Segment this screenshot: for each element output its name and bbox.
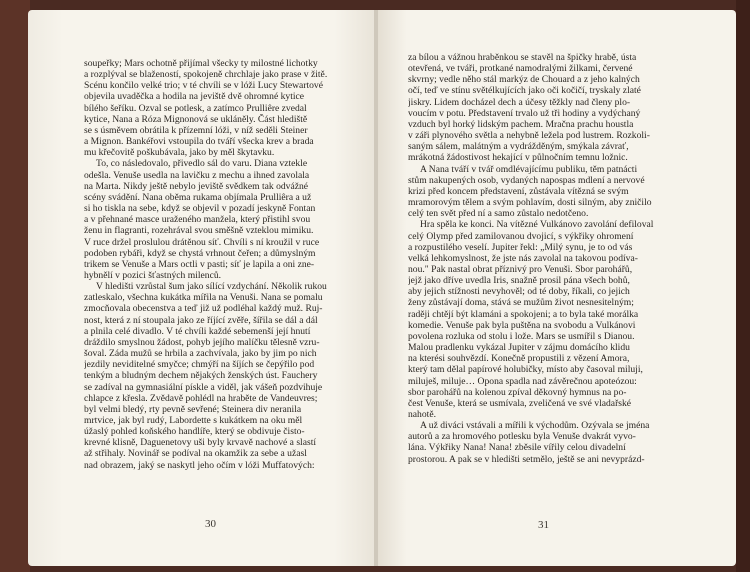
text-line: a rozpustilého veselí. Jupiter řekl: „Milý synu, je to od vás <box>408 241 633 253</box>
text-line: chlapce z křesla. Zvědavě pohlédl na hraběte de Vandeuvres; <box>84 392 318 404</box>
text-line: dráždilo smyslnou žádost, pohyb jejího malíčku tělesně vzru- <box>84 336 320 348</box>
text-line: povolena rozluka od stolu i lože. Mars se usmířil s Dianou. <box>408 330 635 342</box>
text-line: na Marta. Nikdy ještě nebylo jeviště svědkem tak odvážné <box>84 180 309 192</box>
text-line: v záři plynového světla a nehybně ležela pod lustrem. Rozkoli- <box>408 130 650 142</box>
text-line: se zadíval na gymnasiální pískle a viděl, jak vášeň pozdvihuje <box>84 381 323 393</box>
text-line: voucím v potu. Představení trvalo už tři hodiny a vydýchaný <box>408 107 641 119</box>
text-line: očí, teď ve stínu světélkujících jako oči kočičí, tryskaly zlaté <box>408 85 641 97</box>
text-line: nost, která z ní stoupala jako ze říjící zvěře, šířila se dál a dál <box>84 314 318 326</box>
text-line: raději chtějí být klamáni a spokojeni; a to byla také morálka <box>408 308 639 320</box>
text-line: mramorovým tělem a svým pohlavím, dosti silným, aby zničilo <box>408 197 652 209</box>
text-line: krizi před koncem představení, zůstávala vítězná se svým <box>408 185 629 197</box>
text-line: byl velmi bledý, rty pevně sevřené; Steinera div neranila <box>84 403 302 415</box>
text-line: čest Venuše, která se usmívala, zveličená ve své vladařské <box>408 397 632 409</box>
text-line: celý Olymp před zamilovanou dvojicí, s výkřiky ohromení <box>408 230 634 242</box>
text-line: na kterési souhvězdí. Konečně propustili z vězení Amora, <box>408 353 630 365</box>
text-line: otevřená, ve tváři, protkané namodralými žilkami, červené <box>408 63 633 75</box>
left-page-text <box>84 58 376 471</box>
text-line: a plnila celé divadlo. V té chvíli každé sebemenší její hnutí <box>84 325 311 337</box>
text-line: nou." Pak nastal obrat příznivý pro Venuši. Sbor parohářů, <box>408 263 633 275</box>
text-line: jezdily neviditelné smyčce; chmýří na šíjích se čepýřilo pod <box>84 359 315 371</box>
text-line: a v přehnané masce uraženého manžela, který přistihl svou <box>84 214 311 226</box>
text-line: nad obrazem, jaký se naskytl jeho očím v lóži Muffatových: <box>84 459 315 471</box>
text-line: úžaslý pohled koňského handlíře, který se obdivuje čisto- <box>84 426 305 438</box>
text-line: saným sálem, malátným a vydrážděným, smýkala závrať, <box>408 141 629 153</box>
text-line: se s úsměvem obrátila k přízemní lóži, v níž seděli Steiner <box>84 124 308 136</box>
text-line: sbor parohářů na kolenou zpíval děkovný hymnus na po- <box>408 386 627 398</box>
text-line: lána. Výkřiky Nana! Nana! zběsile vířily celou divadelní <box>408 442 626 454</box>
text-line: krevné klisně, Daguenetovy uši byly krvavě nachové a slastí <box>84 437 317 449</box>
book-cover-edge-left <box>0 0 30 572</box>
text-line: trikem se Venuše a Mars octli v pasti; síť je lapila a oni zne- <box>84 258 315 270</box>
text-line: mrtvice, jak byl rudý, Labordette s kukátkem na oku měl <box>84 415 303 426</box>
text-line: objevila uvaděčka a hodila na jeviště dvě ohromné kytice <box>84 91 305 103</box>
text-line: autorů a za hromového potlesku byla Venuše dvakrát vyvo- <box>408 431 636 443</box>
text-line: Hra spěla ke konci. Na vítězné Vulkánovo zavolání defiloval <box>420 219 654 231</box>
text-line: vzduch byl horký lidským pachem. Mračna prachu houstla <box>408 118 634 130</box>
left-page-number: 30 <box>205 518 216 530</box>
text-line: soupeřky; Mars ochotně přijímal všecky ty milostné lichotky <box>84 58 318 69</box>
right-page-number: 31 <box>538 519 549 531</box>
text-line: bílého šeříku. Ozval se potlesk, a zatímco Prulliêre zvedal <box>84 102 307 114</box>
text-line: podoben rybáři, když se chystá vrhnout čeřen; a důmyslným <box>84 247 316 259</box>
text-line: Malou pradlenku vykázal Jupiter v zájmu domácího klidu <box>408 342 630 354</box>
left-page <box>28 10 376 566</box>
text-line: velká lehkomyslnost, že jste nás zavolal na takovou podíva- <box>408 252 638 264</box>
text-line: miluješ, miluje… Opona spadla nad závěrečnou apoteózou: <box>408 375 637 387</box>
text-line: šoval. Záda mužů se hrbila a zachvívala, jako by jim po nich <box>84 348 317 360</box>
right-page <box>378 10 736 566</box>
text-line: To, co následovalo, přivedlo sál do varu. Diana vztekle <box>96 158 308 170</box>
text-line: hybnělí v pozici šťastných milenců. <box>84 269 222 281</box>
text-line: zatleskalo, všechna kukátka mířila na Venuši. Nana se pomalu <box>84 292 323 304</box>
text-line: Scénu končilo velké trio; v té chvíli se v lóži Lucy Stewartové <box>84 80 323 92</box>
text-line: zmocňovala obecenstva a teď již už podléhal každý muž. Ruj- <box>84 303 323 315</box>
text-line: celý ten svět před ní a samo zůstalo nedotčeno. <box>408 208 589 220</box>
text-line: mu křečovitě poškubávala, jako by měl škytavku. <box>84 147 275 159</box>
text-line: si ho tiskla na sebe, když se objevil v pozadí jeskyně Fontan <box>84 203 316 215</box>
text-line: a rozplýval se blažeností, spokojeně chrchlaje jako prase v žitě. <box>84 69 328 81</box>
text-line: mrákotná žádostivost hekající v půlnočním temnu ložnic. <box>408 152 628 164</box>
text-line: tenkým a bludným dechem nějakých ženských úst. Fauchery <box>84 370 318 382</box>
book-cover-edge-right <box>736 0 750 572</box>
text-line: A už diváci vstávali a mířili k východům. Ozývala se jména <box>420 420 650 432</box>
text-line: V hledišti vzrůstal šum jako sílící vzdychání. Několik rukou <box>96 281 327 293</box>
text-line: jiskry. Lidem docházel dech a účesy těžkly nad členy plo- <box>408 96 631 108</box>
right-page-text <box>408 52 706 465</box>
text-line: za bílou a vážnou hraběnkou se stavěl na špičky hrabě, ústa <box>408 52 637 63</box>
text-line: který tam dělal papírové holubičky, místo aby časoval miluji, <box>408 364 643 376</box>
text-line: a Mignon. Bankéřovi vstoupila do tváří všecka krev a brada <box>84 136 314 148</box>
text-line: komedie. Venuše pak byla puštěna na svobodu a Vulkánovi <box>408 319 636 331</box>
text-line: prostorou. A pak se v hledišti setmělo, ještě se ani nevyprázd- <box>408 453 645 465</box>
text-line: ženy zůstávají doma, stává se mužům život nesnesitelným; <box>408 297 634 309</box>
text-line: A Nana tváří v tvář omdlévajícímu publiku, těm patnácti <box>420 163 638 175</box>
text-line: V ruce držel proslulou drátěnou síť. Chvíli s ní kroužil v ruce <box>84 236 320 248</box>
text-line: nahotě. <box>408 409 436 420</box>
text-line: scény svádění. Nana oběma rukama objímala Prulliêra a už <box>84 191 312 203</box>
text-line: skvrny; vedle něho stál markýz de Chouard a z jeho kalných <box>408 74 640 86</box>
text-line: kytice, Nana a Róza Mignonová se ukláněly. Část hlediště <box>84 113 308 125</box>
text-line: odešla. Venuše usedla na lavičku z mechu a ihned zavolala <box>84 169 310 181</box>
text-line: až střihaly. Novinář se podíval na okamžik za sebe a užasl <box>84 448 307 460</box>
text-line: jejž jako dříve uvedla Iris, snažně prosil pána všech bohů, <box>408 275 630 287</box>
text-line: aby jejich stížnosti nevyhověl; od té doby, říkali, co jejich <box>408 286 630 298</box>
text-line: ženu in flagranti, rozehrával svou směšně vzteklou mimiku. <box>84 225 314 237</box>
text-line: stům nakupených osob, vydaných napospas mdlení a nervové <box>408 174 645 186</box>
